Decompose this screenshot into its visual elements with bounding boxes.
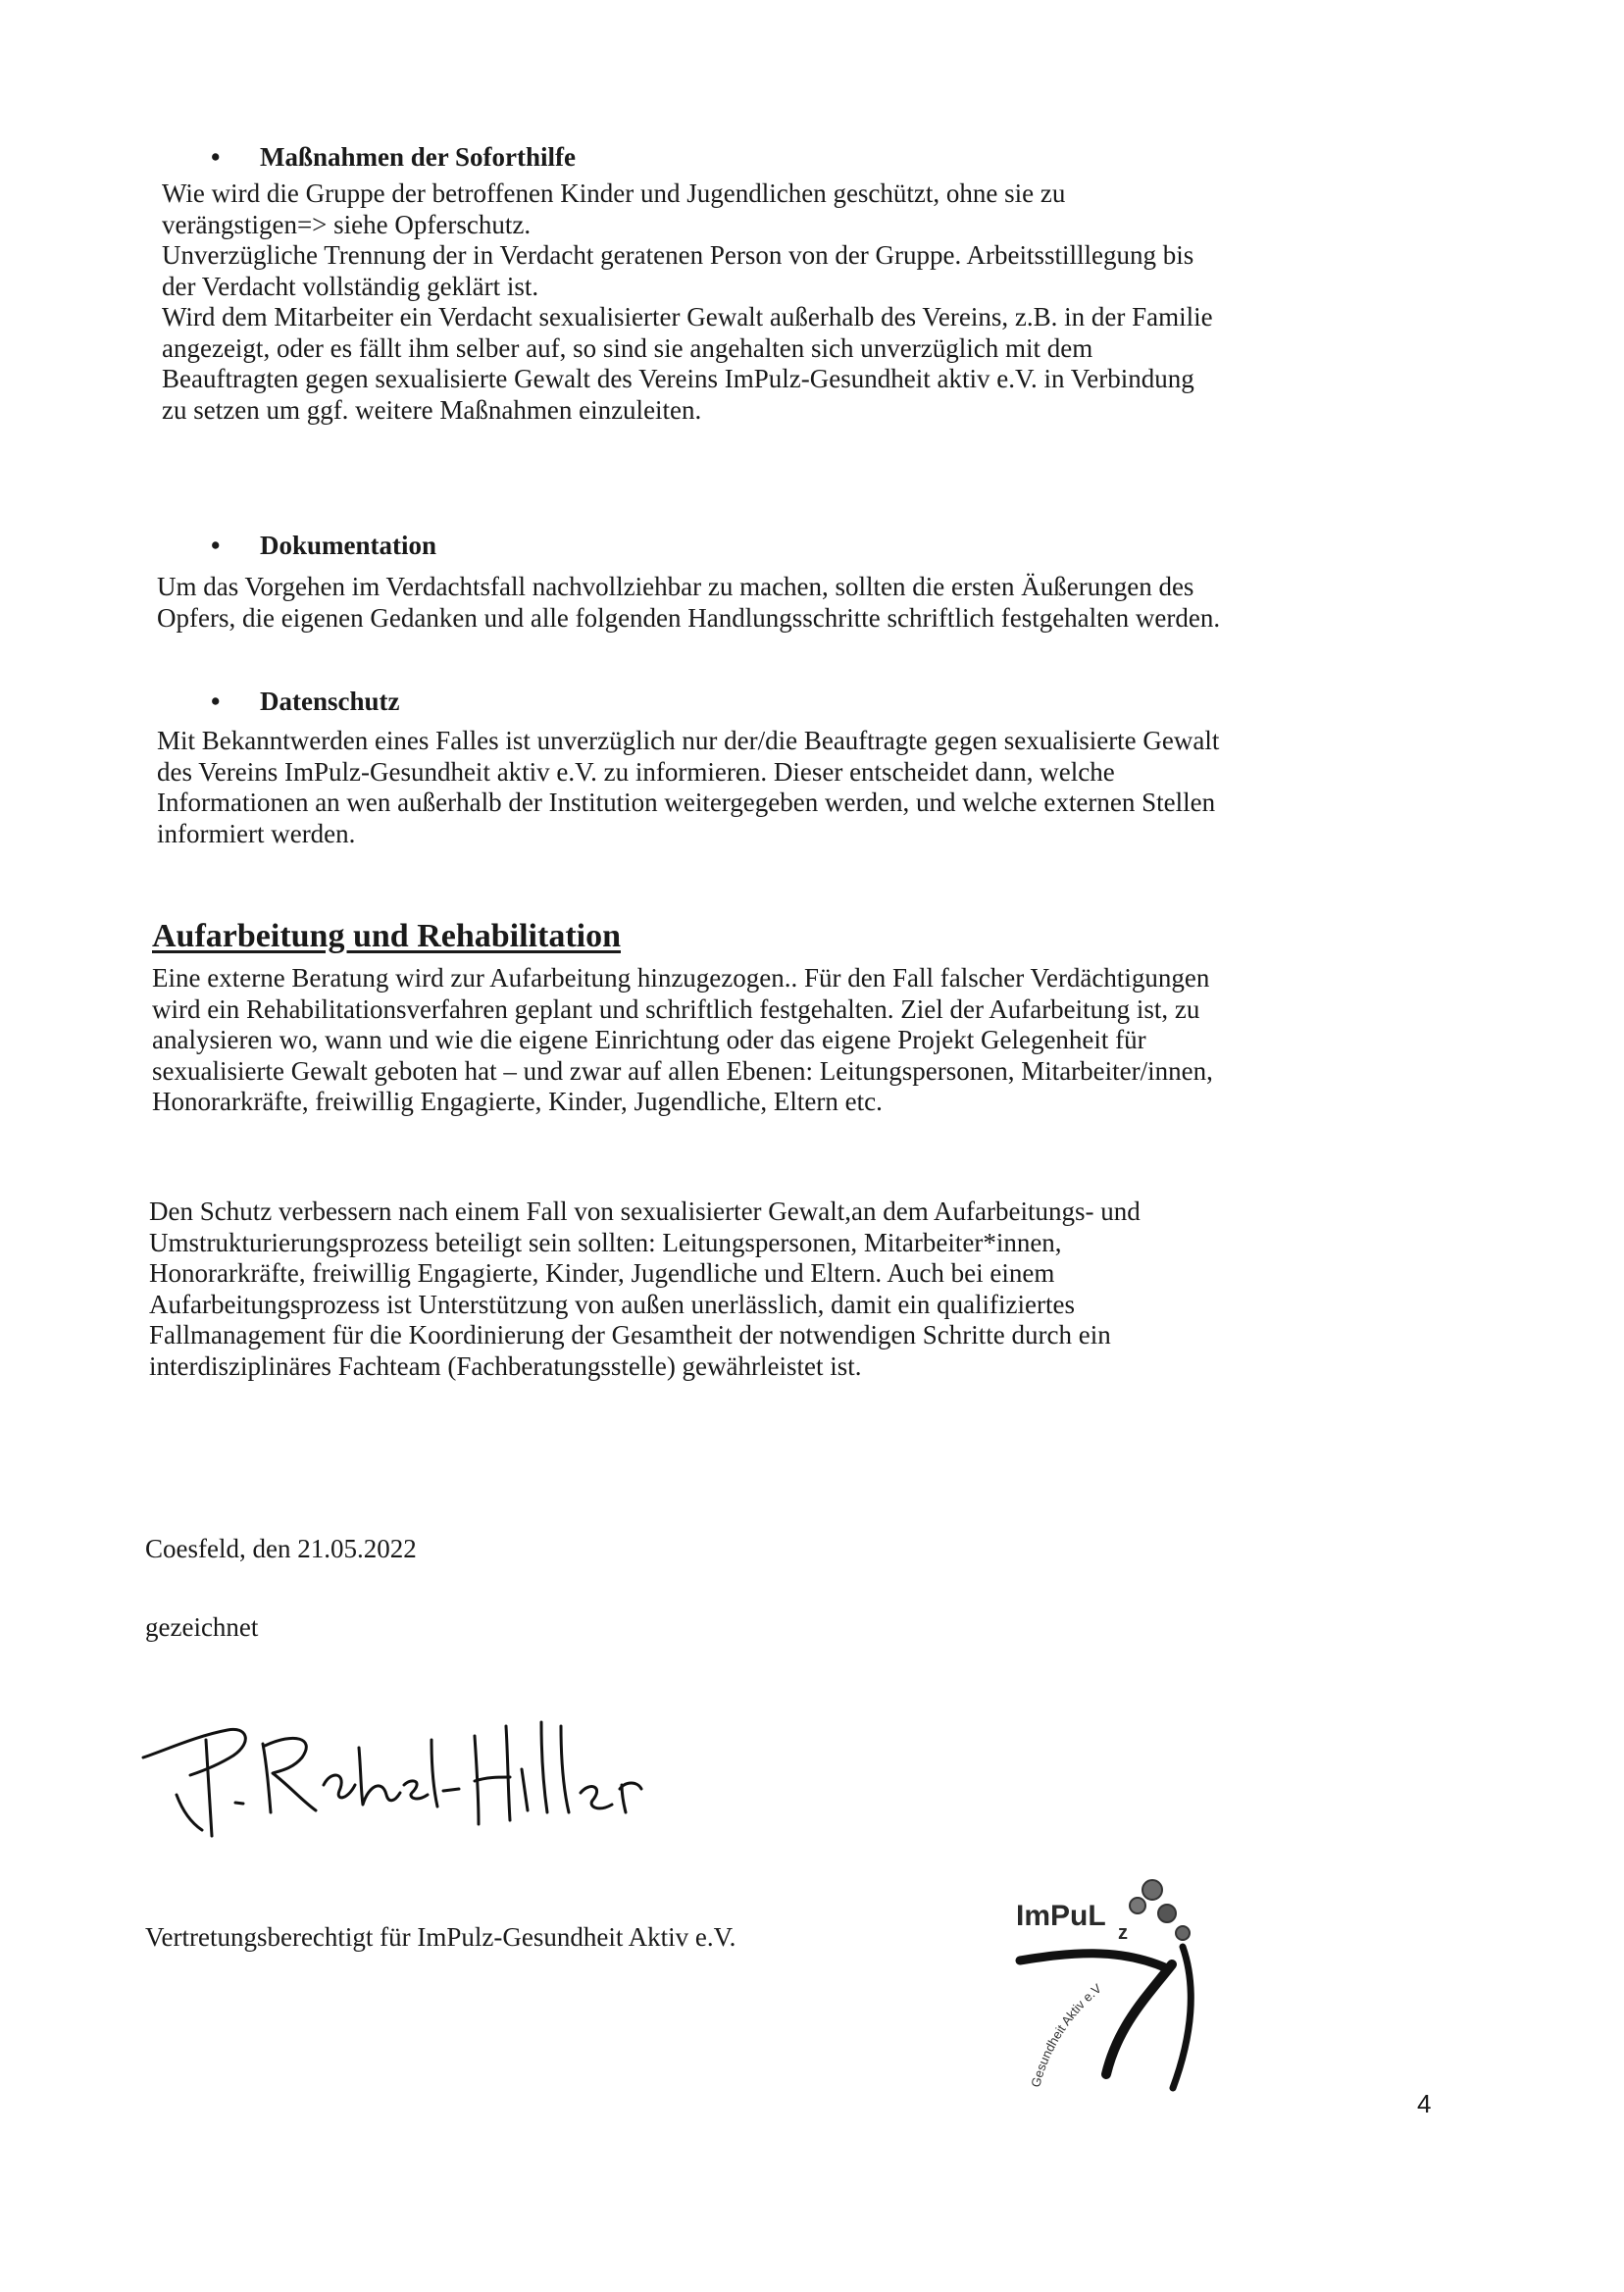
text-line: Eine externe Beratung wird zur Aufarbeitung hinzugezogen.. Für den Fall falscher Verdächtigungen: [152, 963, 1210, 993]
text-line: Umstrukturierungsprozess beteiligt sein sollten: Leitungspersonen, Mitarbeiter*innen,: [149, 1227, 1062, 1257]
text-line: wird ein Rehabilitationsverfahren geplant und schriftlich festgehalten. Ziel der Aufarbeitung ist, zu: [152, 993, 1200, 1024]
text-line: Honorarkräfte, freiwillig Engagierte, Kinder, Jugendliche und Eltern. Auch bei einem: [149, 1258, 1055, 1288]
text-line: Um das Vorgehen im Verdachtsfall nachvollziehbar zu machen, sollten die ersten Äußerungen des: [157, 572, 1194, 601]
representative-line: Vertretungsberechtigt für ImPulz-Gesundheit Aktiv e.V.: [145, 1922, 736, 1952]
text-line: Aufarbeitungsprozess ist Unterstützung von außen unerlässlich, damit ein qualifiziertes: [149, 1289, 1075, 1319]
text-line: des Vereins ImPulz-Gesundheit aktiv e.V. zu informieren. Dieser entscheidet dann, welche: [157, 756, 1115, 787]
text-line: Informationen an wen außerhalb der Institution weitergegeben werden, und welche externen Stellen: [157, 788, 1216, 817]
bullet: •: [211, 531, 221, 560]
signed-label: gezeichnet: [145, 1612, 259, 1642]
logo-name: ImPuL: [1016, 1900, 1106, 1932]
paragraph-aufarbeitung-2: [149, 1197, 1493, 1382]
impulz-logo: [1000, 1878, 1245, 2104]
text-line: Unverzügliche Trennung der in Verdacht geratenen Person von der Gruppe. Arbeitsstilllegung bis: [162, 240, 1194, 270]
text-line: Opfers, die eigenen Gedanken und alle folgenden Handlungsschritte schriftlich festgehalten werden.: [157, 602, 1221, 633]
bullet: •: [211, 142, 221, 172]
svg-text:Gesundheit Aktiv e.V: [1028, 1981, 1104, 2089]
text-line: der Verdacht vollständig geklärt ist.: [162, 271, 539, 301]
heading-dokumentation: • Dokumentation: [211, 528, 436, 563]
heading-soforthilfe: • Maßnahmen der Soforthilfe: [211, 139, 576, 175]
text-line: Mit Bekanntwerden eines Falles ist unverzüglich nur der/die Beauftragte gegen sexualisierte Gewalt: [157, 726, 1220, 755]
paragraph-dokumentation: [157, 572, 1500, 634]
text-line: Fallmanagement für die Koordinierung der Gesamtheit der notwendigen Schritte durch ein: [149, 1320, 1111, 1350]
text-line: interdisziplinäres Fachteam (Fachberatungsstelle) gewährleistet ist.: [149, 1350, 862, 1381]
signature-image: [137, 1687, 647, 1854]
text-line: verängstigen=> siehe Opferschutz.: [162, 209, 532, 239]
paragraph-datenschutz: [157, 726, 1500, 849]
paragraph-soforthilfe: [162, 178, 1505, 426]
text-line: Wird dem Mitarbeiter ein Verdacht sexualisierter Gewalt außerhalb des Vereins, z.B. in der Familie: [162, 302, 1213, 331]
text-line: Beauftragten gegen sexualisierte Gewalt des Vereins ImPulz-Gesundheit aktiv e.V. in Verbindung: [162, 364, 1194, 393]
paragraph-aufarbeitung-1: [152, 963, 1496, 1118]
logo-arc-text: Gesundheit Aktiv e.V: [1028, 1980, 1104, 2089]
text-line: sexualisierte Gewalt geboten hat – und zwar auf allen Ebenen: Leitungspersonen, Mitarbeiter/innen,: [152, 1055, 1213, 1086]
page-number: 4: [1417, 2089, 1432, 2118]
text-line: informiert werden.: [157, 818, 356, 848]
text-line: Den Schutz verbessern nach einem Fall von sexualisierter Gewalt,an dem Aufarbeitungs- und: [149, 1197, 1141, 1226]
text-line: analysieren wo, wann und wie die eigene Einrichtung oder das eigene Projekt Gelegenheit für: [152, 1025, 1146, 1054]
logo-name-sub: z: [1118, 1922, 1128, 1944]
bullet: •: [211, 687, 221, 716]
heading-datenschutz: • Datenschutz: [211, 684, 400, 719]
text-line: zu setzen um ggf. weitere Maßnahmen einzuleiten.: [162, 394, 702, 425]
text-line: Wie wird die Gruppe der betroffenen Kinder und Jugendlichen geschützt, ohne sie zu: [162, 178, 1066, 208]
text-line: Honorarkräfte, freiwillig Engagierte, Kinder, Jugendliche, Eltern etc.: [152, 1087, 883, 1116]
place-date: Coesfeld, den 21.05.2022: [145, 1534, 417, 1563]
text-line: angezeigt, oder es fällt ihm selber auf, so sind sie angehalten sich unverzüglich mit dem: [162, 332, 1093, 363]
heading-aufarbeitung: Aufarbeitung und Rehabilitation: [152, 918, 621, 954]
